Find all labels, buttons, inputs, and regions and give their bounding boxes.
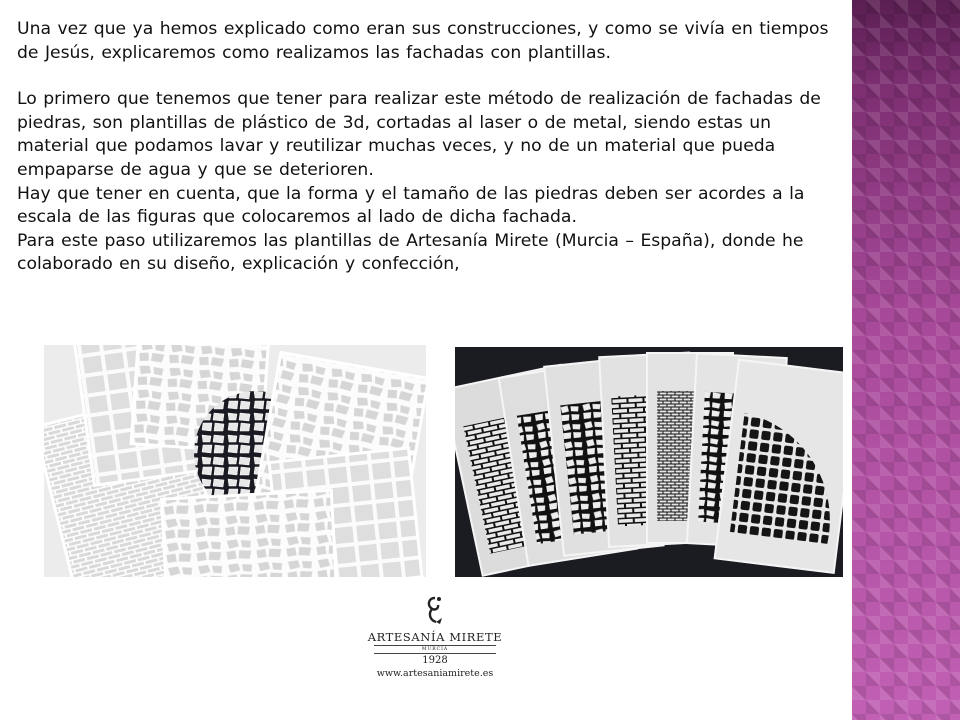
logo-divider-2	[374, 653, 496, 654]
paragraph-mirete: Para este paso utilizaremos las plantillas de Artesanía Mirete (Murcia – España), donde he colaborado en su diseño, explicación y confección,	[17, 230, 804, 275]
logo-city: MURCIA	[421, 647, 449, 652]
artesania-mirete-logo	[360, 592, 510, 684]
logo-url: www.artesaniamirete.es	[376, 668, 494, 679]
decorative-side-band	[852, 0, 960, 720]
paragraph-scale: Hay que tener en cuenta, que la forma y el tamaño de las piedras deben ser acordes a la escala de las figuras que colocaremos al lado de dicha fachada.	[17, 183, 805, 228]
photo-packaged-stencils	[455, 347, 843, 577]
intro-paragraph: Una vez que ya hemos explicado como eran sus construcciones, y como se vivía en tiempos de Jesús, explicaremos como realizamos las fachadas con plantillas.	[17, 19, 829, 63]
logo-emblem-icon	[422, 594, 448, 626]
paragraph-stencils: Lo primero que tenemos que tener para realizar este método de realización de fachadas de piedras, son plantillas de plástico de 3d, cortadas al laser o de metal, siendo estas un material que podamos lavar y reutilizar muchas veces, y no de un material que pueda empaparse de agua y que se deterioren.	[17, 89, 821, 180]
photo-white-stencils	[44, 345, 426, 577]
paragraph-spacer	[17, 65, 849, 88]
white-stencils-image	[44, 345, 426, 577]
logo-year: 1928	[422, 655, 448, 666]
packaged-stencils-image	[455, 347, 843, 577]
logo-divider	[374, 645, 496, 646]
logo-brand: ARTESANÍA MIRETE	[367, 630, 503, 644]
body-text	[17, 18, 849, 277]
